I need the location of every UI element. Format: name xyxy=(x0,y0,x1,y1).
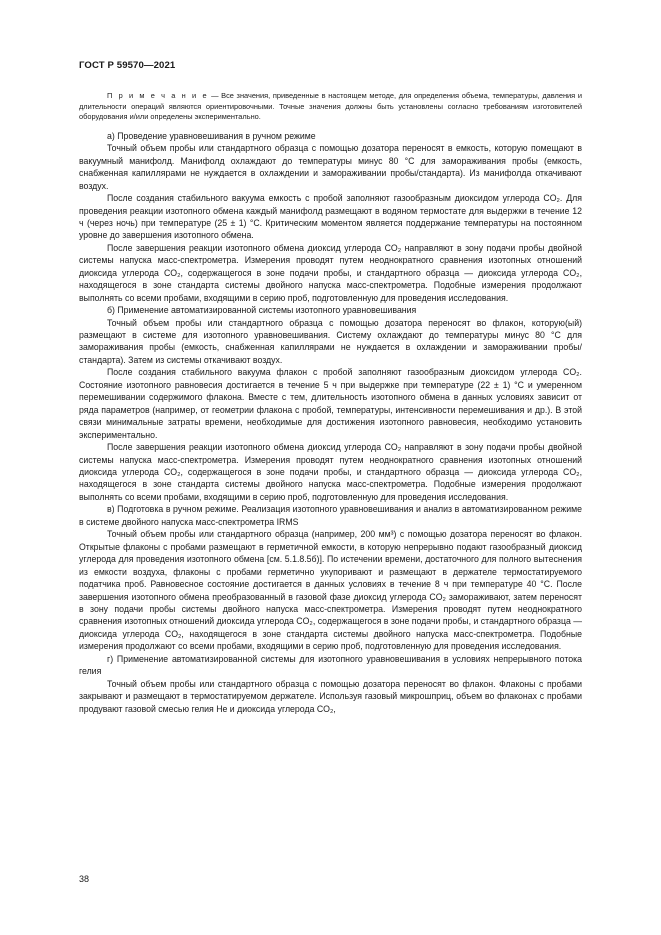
paragraph-a-heading: а) Проведение уравновешивания в ручном режиме xyxy=(107,130,316,141)
paragraph: Точный объем пробы или стандартного образца с помощью дозатора переносят во флакон, которую(ый) размещают в системе для изотопного уравновешивания. Систему охлаждают до температуры минус 80 °С для замораживания пробы (емкость, снабженная капиллярами не нуждается в охлаждении и замораживании пробы/стандарта). Затем из системы откачивают воздух. xyxy=(79,317,582,365)
paragraph-b-heading: б) Применение автоматизированной системы изотопного уравновешивания xyxy=(107,305,417,316)
paragraph: После завершения реакции изотопного обмена диоксид углерода CO₂ направляют в зону подачи пробы двойной системы напуска масс-спектрометра. Измерения проводят путем неоднократного сравнения изотопных отношений диоксида углерода CO₂, содержащегося в зоне подачи пробы, и стандартного образца — диоксида углерода CO₂, находящегося в зоне стандарта системы двойного напуска масс-спектрометра. Подобные измерения продолжают выполнять со всеми пробами, входящими в серию проб, подготовленную для проведения исследования. xyxy=(79,442,582,502)
paragraph: После создания стабильного вакуума емкость с пробой заполняют газообразным диоксидом углерода CO₂. Для проведения реакции изотопного обмена каждый манифолд размещают в водяном термостате для выдержки в течение 12 ч (через ночь) при температуре (25 ± 1) °С. Критическим моментом является поддержание температуры на постоянном уровне до завершения изотопного обмена. xyxy=(79,193,582,241)
paragraph: Точный объем пробы или стандартного образца (например, 200 мм³) с помощью дозатора переносят во флакон. Открытые флаконы с пробами размещают в герметичной емкости, в которую непрерывно подают газообразный диоксид углерода для проведения изотопного обмена [см. 5.1.8.5б)]. По истечении времени, достаточного для полного вытеснения из емкости воздуха, флаконы с пробами герметично укупоривают и размещают в держателе термостатируемого податчика проб. Равновесное состояние достигается в данных условиях в течение 8 ч при температуре 40 °С. После завершения изотопного обмена преобразованный в газовой фазе диоксид углерода CO₂ замораживают, затем переносят в зону подачи пробы системы двойного напуска масс-спектрометра. Измерения проводят путем неоднократного сравнения изотопных отношений диоксида углерода CO₂, содержащегося в зоне подачи пробы, и стандартного образца — диоксида углерода CO₂, находящегося в зоне стандарта системы двойного напуска масс-спектрометра. Подобные измерения продолжают со всеми пробами, входящими в серию проб, подготовленную для проведения исследования. xyxy=(79,529,582,652)
note-paragraph xyxy=(79,91,582,123)
document-header: ГОСТ Р 59570—2021 xyxy=(79,60,176,71)
paragraph: Точный объем пробы или стандартного образца с помощью дозатора переносят во флакон. Флаконы с пробами закрывают и размещают в термостатируемом держателе. Используя газовый микрошприц, объем во флаконах с пробами продувают газовой смесью гелия He и диоксида углерода CO₂, xyxy=(79,678,582,714)
paragraph-g-heading: г) Применение автоматизированной системы для изотопного уравновешивания в условиях непрерывного потока гелия xyxy=(79,653,582,677)
paragraph: После создания стабильного вакуума флакон с пробой заполняют газообразным диоксидом углерода CO₂. Состояние изотопного равновесия достигается в течение 5 ч при выдержке при температуре (22 ± 1) °С и умеренном перемешивании содержимого флакона. Вместе с тем, длительность изотопного обмена в данных условиях зависит от ряда параметров (например, от геометрии флакона с пробой, температуры, интенсивности перемешивания и др.). В этой связи минимальные затраты времени, необходимые для достижения изотопного равновесия, необходимо установить экспериментально. xyxy=(79,367,582,440)
paragraph-v-heading: в) Подготовка в ручном режиме. Реализация изотопного уравновешивания и анализ в автоматизированном режиме в системе двойного напуска масс-спектрометра IRMS xyxy=(79,504,582,527)
page-number: 38 xyxy=(79,874,90,884)
note-text: — Все значения, приведенные в настоящем методе, для определения объема, температуры, давления и длительности операций являются ориентировочными. Точные значения должны быть установлены согласно требованиям изготовителей оборудования и/или определены экспериментально. xyxy=(79,91,582,122)
paragraph: Точный объем пробы или стандартного образца с помощью дозатора переносят в емкость, которую помещают в вакуумный манифолд. Манифолд охлаждают до температуры минус 80 °С для замораживания пробы (емкость, снабженная капиллярами не нуждается в охлаждении и замораживании пробы/стандарта). Из манифолда откачивают воздух. xyxy=(79,143,582,191)
note-label: П р и м е ч а н и е xyxy=(107,91,209,100)
paragraph: После завершения реакции изотопного обмена диоксид углерода CO₂ направляют в зону подачи пробы двойной системы напуска масс-спектрометра. Измерения проводят путем неоднократного сравнения изотопных отношений диоксида углерода CO₂, содержащегося в зоне подачи пробы, и стандартного образца — диоксида углерода CO₂, находящегося в зоне стандарта системы двойного напуска масс-спектрометра. Подобные измерения продолжают выполнять со всеми пробами, входящими в серию проб, подготовленную для проведения исследования. xyxy=(79,242,582,303)
document-body xyxy=(79,91,582,715)
